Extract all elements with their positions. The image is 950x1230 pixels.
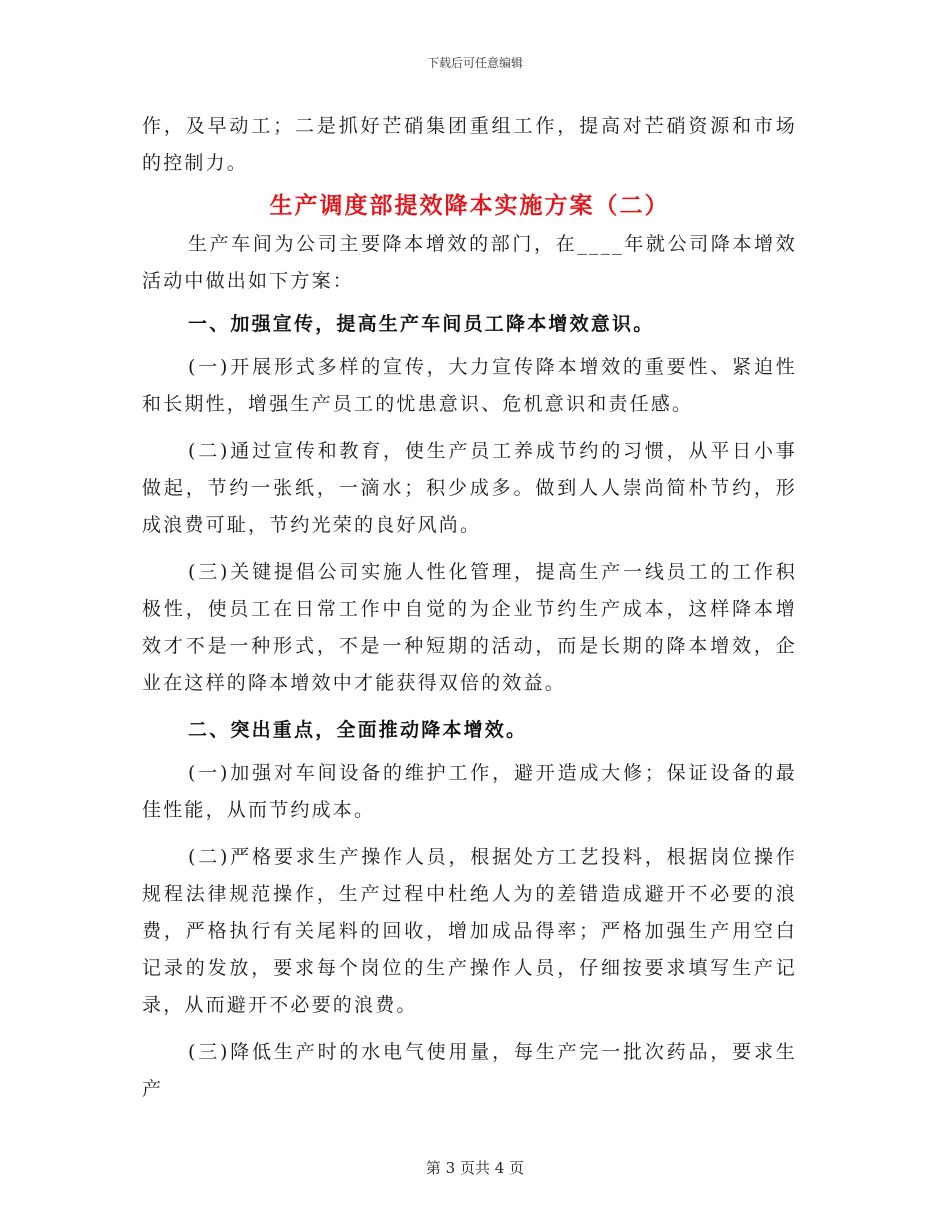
section-2-item-1: (一)加强对车间设备的维护工作，避开造成大修；保证设备的最佳性能，从而节约成本。 <box>142 762 797 821</box>
page-footer: 第 3 页共 4 页 <box>425 1159 525 1177</box>
section-1-item-2: (二)通过宣传和教育，使生产员工养成节约的习惯，从平日小事做起，节约一张纸，一滴水；积少成多。做到人人崇尚简朴节约，形成浪费可耻，节约光荣的良好风尚。 <box>142 440 797 536</box>
section-1-item-3: (三)关键提倡公司实施人性化管理，提高生产一线员工的工作积极性，使员工在日常工作中自觉的为企业节约生产成本，这样降本增效才不是一种形式，不是一种短期的活动，而是长期的降本增效，企业在这样的降本增效中才能获得双倍的效益。 <box>142 561 797 694</box>
document-body <box>142 108 797 1108</box>
section-2-item-3: (三)降低生产时的水电气使用量，每生产完一批次药品，要求生产 <box>142 1041 797 1100</box>
section-2-heading: 二、突出重点，全面推动降本增效。 <box>188 719 528 741</box>
document-title: 生产调度部提效降本实施方案（二） <box>269 192 670 219</box>
page-header: 下载后可任意编辑 <box>426 56 523 70</box>
section-1-item-1: (一)开展形式多样的宣传，大力宣传降本增效的重要性、紧迫性和长期性，增强生产员工的忧患意识、危机意识和责任感。 <box>142 356 797 415</box>
intro-paragraph: 生产车间为公司主要降本增效的部门，在____年就公司降本增效活动中做出如下方案： <box>142 233 797 292</box>
section-1-heading: 一、加强宣传，提高生产车间员工降本增效意识。 <box>188 313 655 335</box>
continuation-paragraph: 作，及早动工；二是抓好芒硝集团重组工作，提高对芒硝资源和市场的控制力。 <box>142 115 797 174</box>
section-2-item-2: (二)严格要求生产操作人员，根据处方工艺投料，根据岗位操作规程法律规范操作，生产过程中杜绝人为的差错造成避开不必要的浪费，严格执行有关尾料的回收，增加成品得率；严格加强生产用空白记录的发放，要求每个岗位的生产操作人员，仔细按要求填写生产记录，从而避开不必要的浪费。 <box>142 846 797 1016</box>
